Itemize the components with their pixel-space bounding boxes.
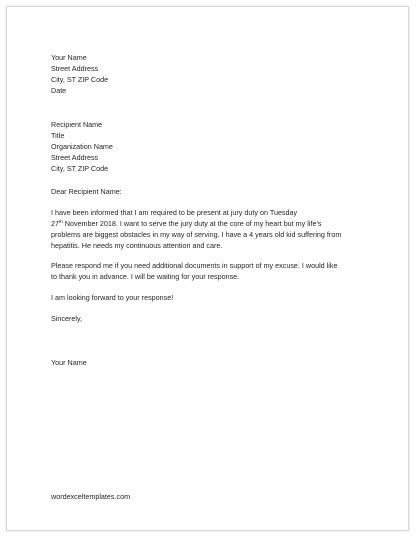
recipient-street: Street Address: [51, 153, 99, 162]
recipient-name: Recipient Name: [51, 120, 103, 129]
recipient-title: Title: [51, 131, 65, 140]
signature-block: [51, 357, 371, 368]
sender-block: [51, 52, 371, 96]
closing-text: Sincerely,: [51, 314, 83, 323]
sender-date: Date: [51, 86, 67, 95]
paragraph-2-line-1: Please respond me if you need additional documents in support of my excuse. I would like: [51, 261, 338, 270]
letter-page: [6, 6, 409, 531]
signature-name: Your Name: [51, 358, 87, 367]
salutation: [51, 186, 371, 197]
sender-city: City, ST ZIP Code: [51, 75, 109, 84]
paragraph-1-line-2-rest: November 2018. I want to serve the jury duty at the core of my heart but my life’s: [62, 219, 322, 228]
salutation-text: Dear Recipient Name:: [51, 187, 122, 196]
sender-street: Street Address: [51, 64, 99, 73]
paragraph-1-line-2: [51, 218, 371, 229]
date-suffix: th: [59, 219, 63, 224]
closing: [51, 313, 371, 324]
body-paragraph-1: [51, 207, 371, 251]
footer-website: wordexceltemplates.com: [51, 492, 131, 501]
recipient-city: City, ST ZIP Code: [51, 164, 109, 173]
paragraph-2-line-2: to thank you in advance. I will be waiting for your response.: [51, 272, 240, 281]
recipient-block: [51, 119, 371, 174]
paragraph-1-line-4: hepatitis. He needs my continuous attention and care.: [51, 241, 223, 250]
paragraph-3-text: I am looking forward to your response!: [51, 293, 174, 302]
paragraph-1-line-3: problems are biggest obstacles in my way of serving. I have a 4 years old kid suffering from: [51, 230, 342, 239]
date-day: 27: [51, 219, 59, 228]
sender-name: Your Name: [51, 53, 87, 62]
recipient-organization: Organization Name: [51, 142, 113, 151]
paragraph-1-line-1: I have been informed that I am required to be present at jury duty on Tuesday: [51, 208, 298, 217]
body-paragraph-2: [51, 260, 371, 282]
footer: [51, 491, 371, 502]
body-paragraph-3: [51, 292, 371, 303]
